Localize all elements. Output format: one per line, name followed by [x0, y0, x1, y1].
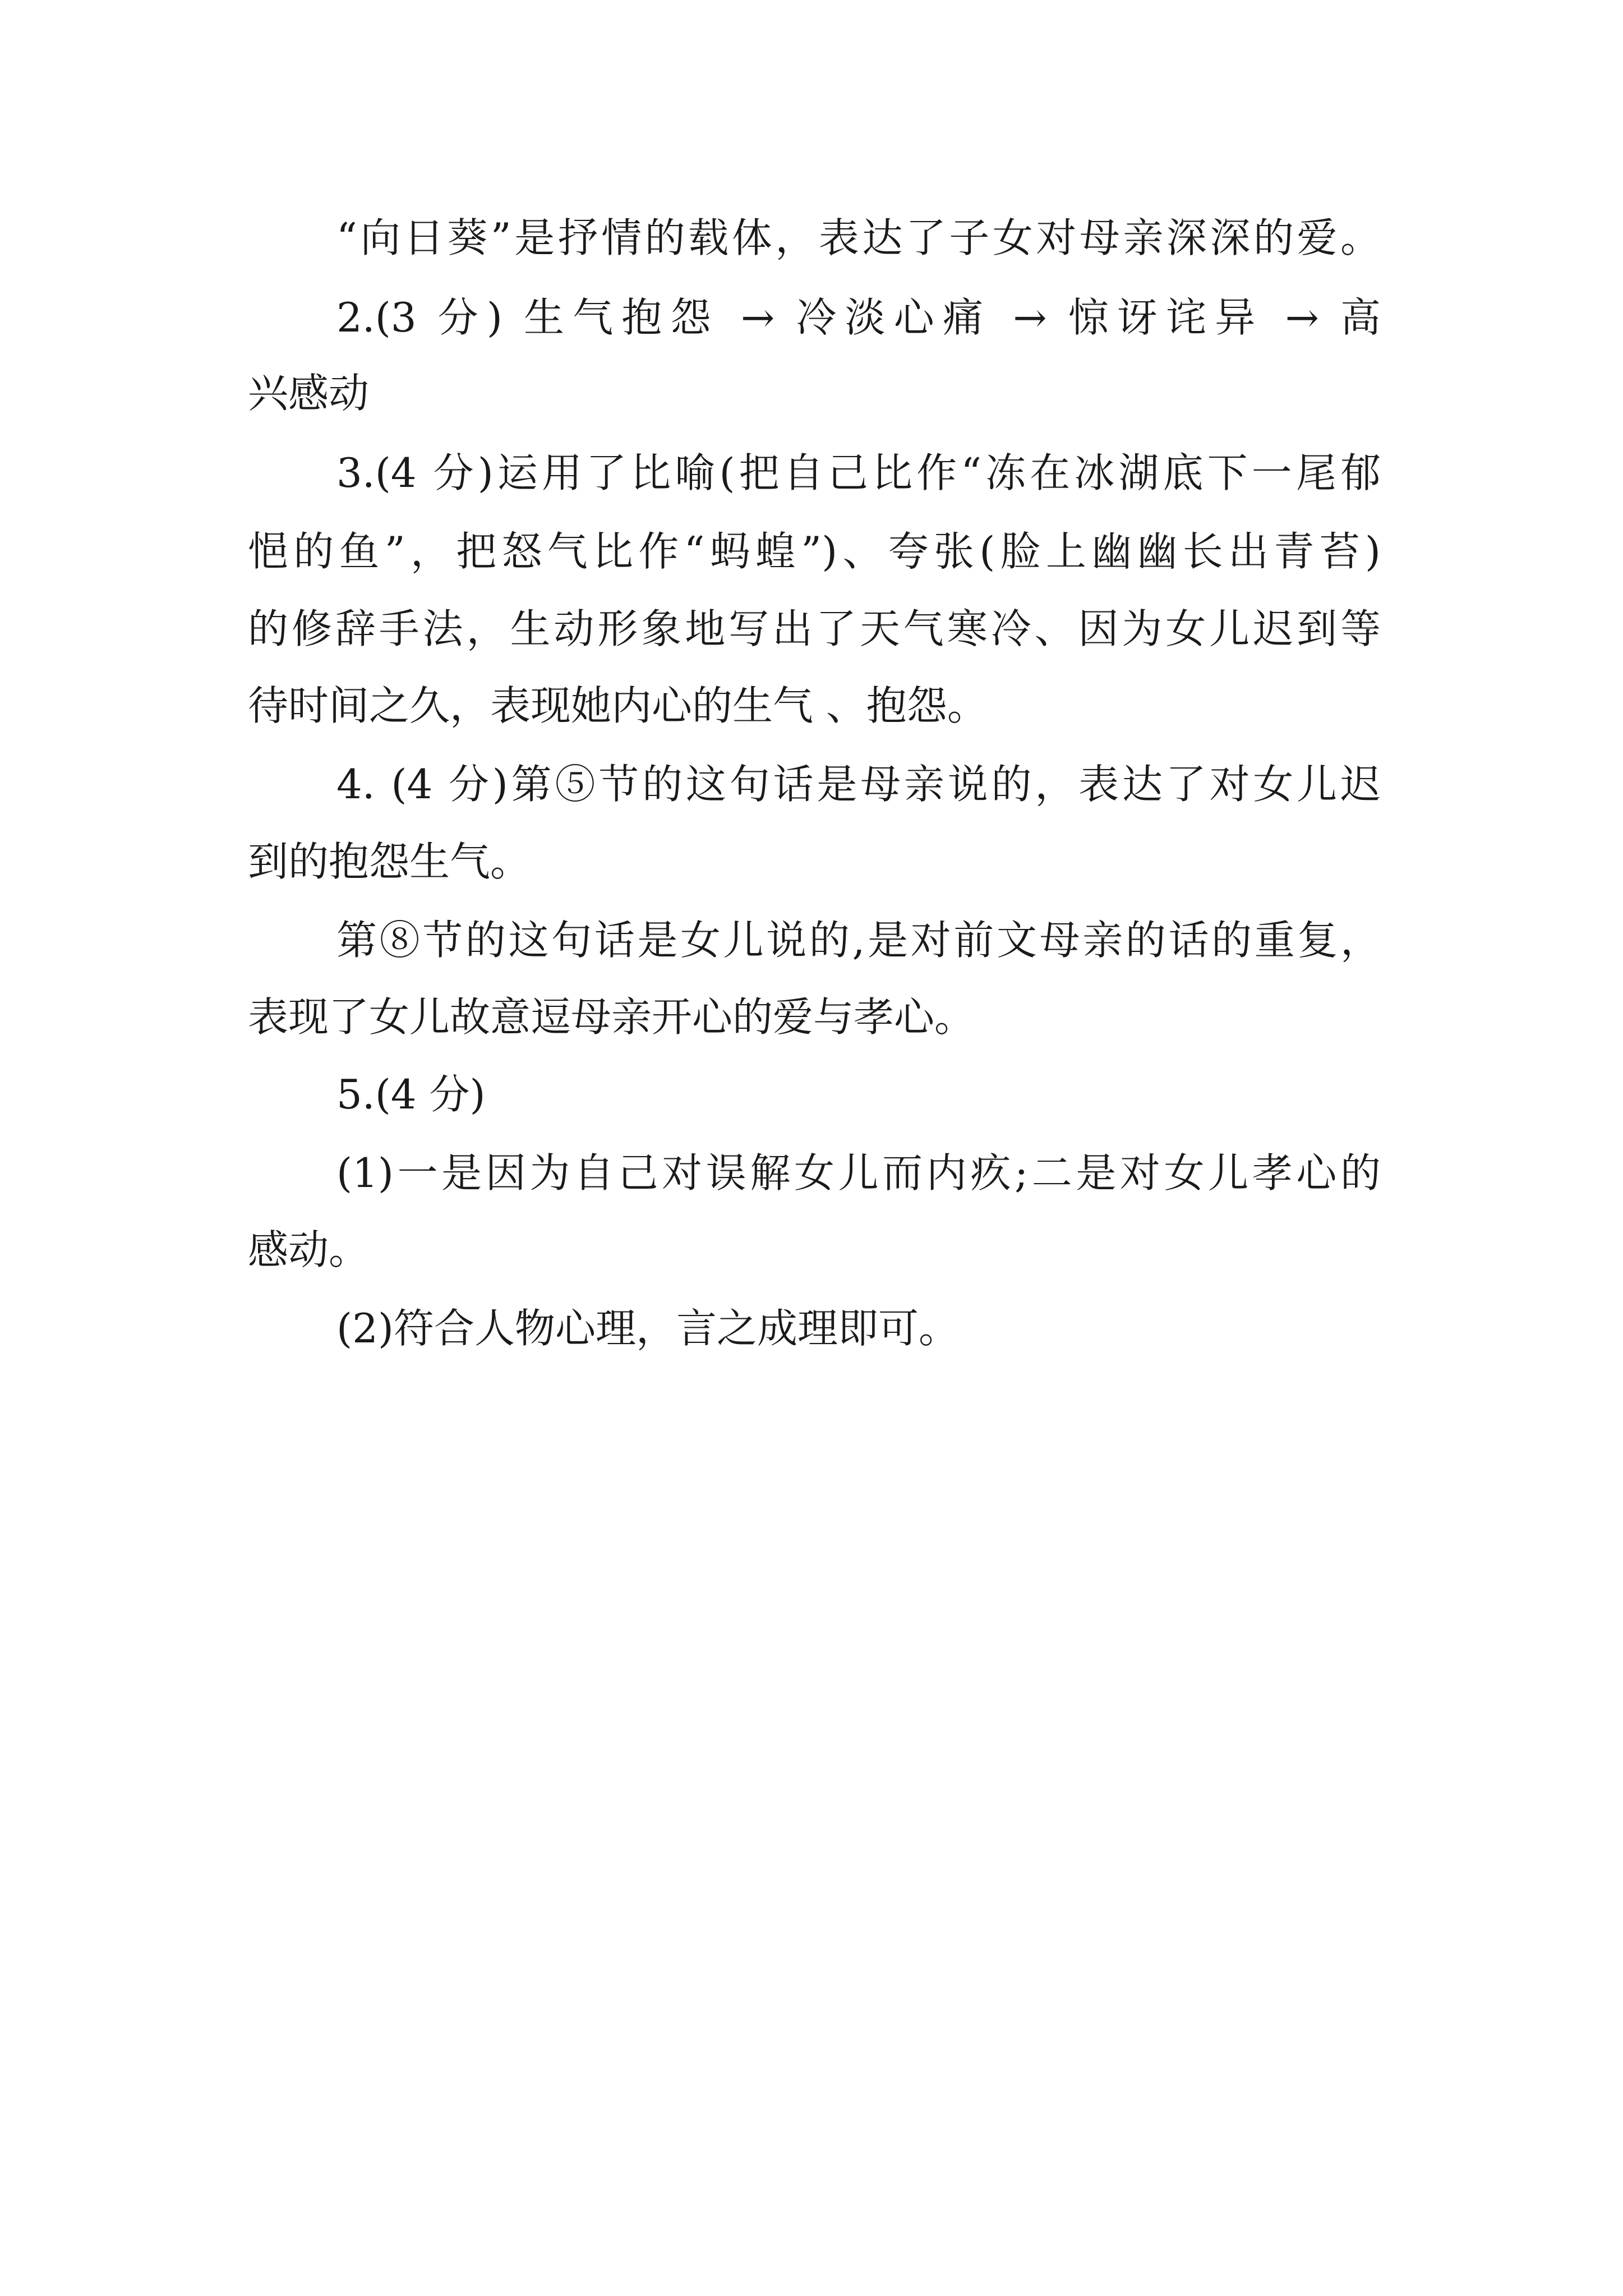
text-line-2: 2.(3 分) 生气抱怨 → 冷淡心痛 → 惊讶诧异 → 高 [336, 294, 1381, 341]
text-line-11: 表现了女儿故意逗母亲开心的爱与孝心。 [248, 993, 975, 1041]
text-line-10: 第⑧节的这句话是女儿说的,是对前文母亲的话的重复， [336, 917, 1381, 964]
text-line-8: 4. (4 分)第⑤节的这句话是母亲说的，表达了对女儿迟 [336, 761, 1381, 808]
text-line-15: (2)符合人物心理，言之成理即可。 [336, 1305, 959, 1352]
text-line-3: 兴感动 [248, 370, 370, 417]
text-line-4: 3.(4 分)运用了比喻(把自己比作“冻在冰湖底下一尾郁 [336, 449, 1381, 496]
text-line-9: 到的抱怨生气。 [248, 838, 531, 885]
text-line-7: 待时间之久，表现她内心的生气 、抱怨。 [248, 682, 988, 729]
text-line-13: (1)一是因为自己对误解女儿而内疚;二是对女儿孝心的 [336, 1149, 1381, 1197]
text-line-5: 悒的鱼”，把怒气比作“蚂蝗”)、夸张(脸上幽幽长出青苔) [248, 528, 1381, 575]
text-line-12: 5.(4 分) [336, 1071, 486, 1118]
text-line-6: 的修辞手法，生动形象地写出了天气寒冷、因为女儿迟到等 [248, 605, 1381, 652]
text-line-14: 感动。 [248, 1226, 370, 1273]
text-line-1: “向日葵”是抒情的载体，表达了子女对母亲深深的爱。 [336, 214, 1381, 261]
